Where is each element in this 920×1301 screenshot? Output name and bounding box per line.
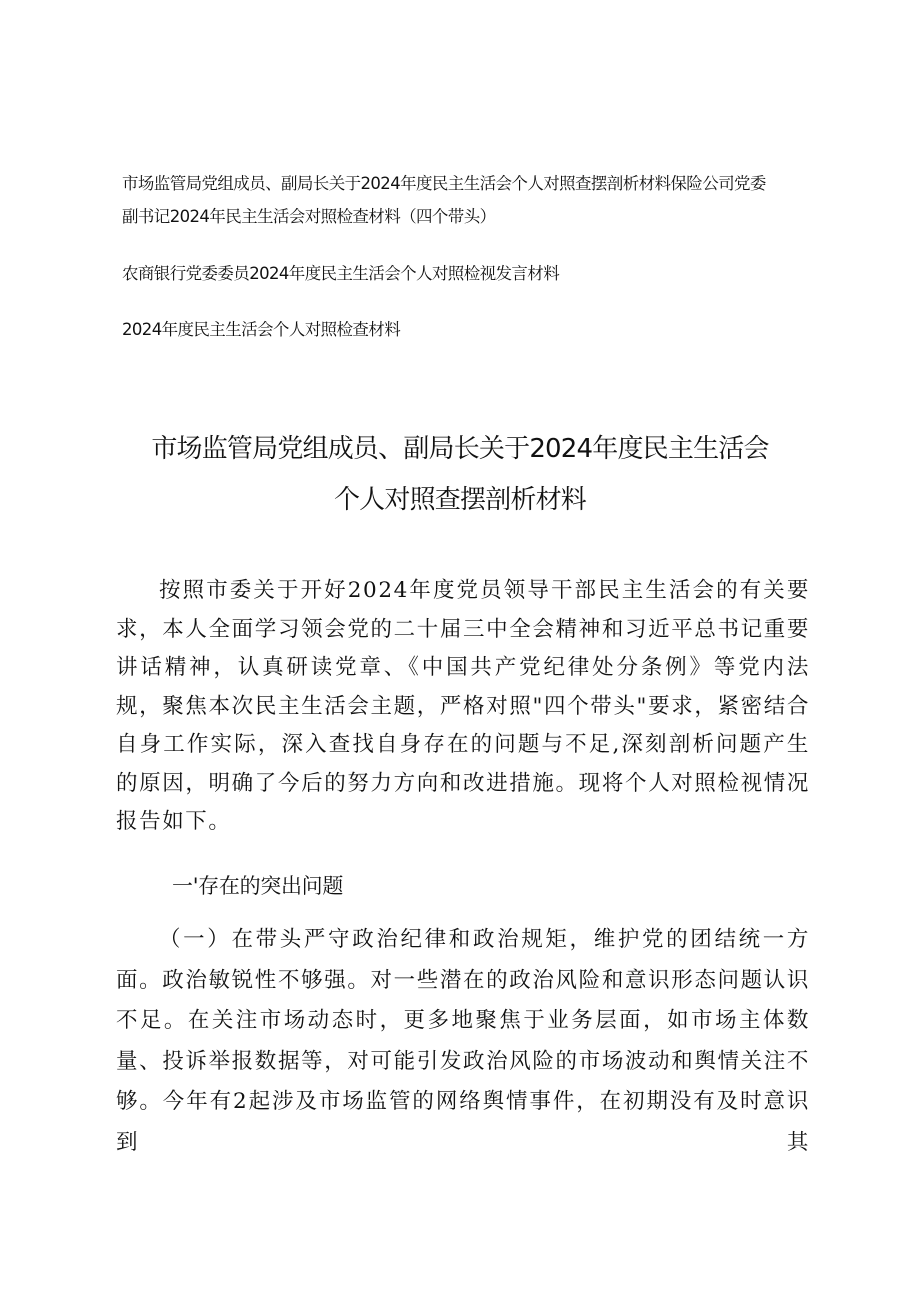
related-document-link-3[interactable]: 2024年度民主生活会个人对照检查材料	[122, 320, 401, 339]
section-paragraph: （一）在带头严守政治纪律和政治规矩，维护党的团结统一方面。政治敏锐性不够强。对一些潜在的政治风险和意识形态问题认识不足。在关注市场动态时，更多地聚焦于业务层面，如市场主体数量、投诉举报数据等，对可能引发政治风险的市场波动和舆情关注不够。今年有2起涉及市场监管的网络舆情事件，在初期没有及时意识到其	[116, 927, 810, 1155]
related-document-link-2[interactable]: 农商银行党委委员2024年度民主生活会个人对照检视发言材料	[122, 264, 560, 283]
document-body	[116, 572, 810, 842]
related-document-link-1-line-1[interactable]: 市场监管局党组成员、副局长关于2024年度民主生活会个人对照查摆剖析材料保险公司党委	[122, 174, 766, 193]
section-heading: 一'存在的突出问题	[172, 874, 344, 898]
document-title-line-1: 市场监管局党组成员、副局长关于2024年度民主生活会	[151, 434, 769, 464]
intro-paragraph: 按照市委关于开好2024年度党员领导干部民主生活会的有关要求，本人全面学习领会党的二十届三中全会精神和习近平总书记重要讲话精神，认真研读党章、《中国共产党纪律处分条例》等党内法规，聚焦本次民主生活会主题，严格对照"四个带头"要求，紧密结合自身工作实际，深入查找自身存在的问题与不足,深刻剖析问题产生的原因，明确了今后的努力方向和改进措施。现将个人对照检视情况报告如下。	[116, 578, 810, 834]
section-body	[116, 920, 810, 1163]
document-title-line-2: 个人对照查摆剖析材料	[333, 485, 586, 515]
related-document-link-1-line-2[interactable]: 副书记2024年民主生活会对照检查材料（四个带头）	[122, 207, 496, 226]
